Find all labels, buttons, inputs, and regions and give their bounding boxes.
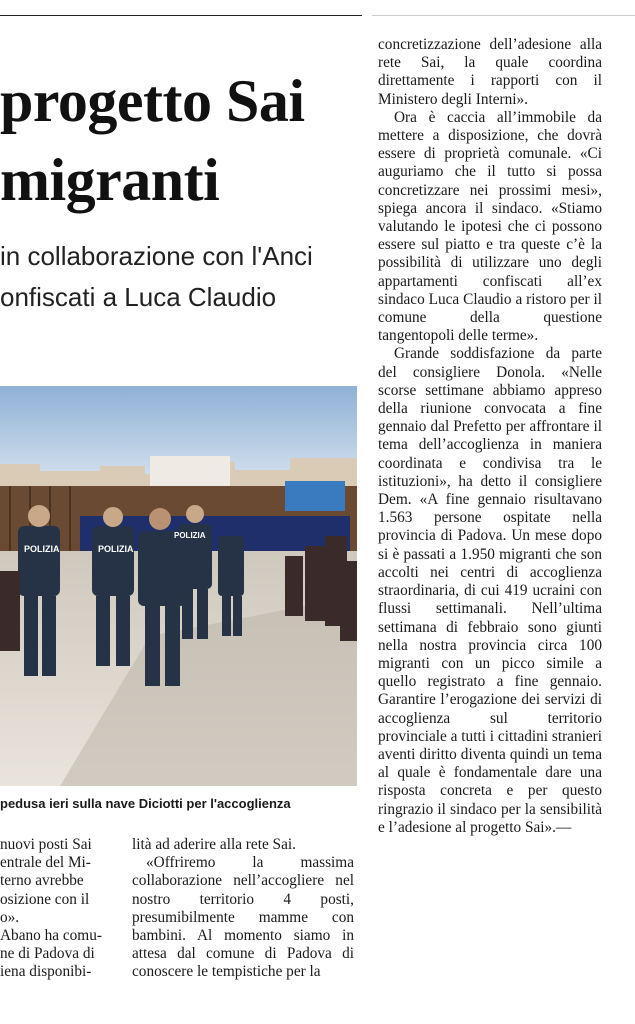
article-column-right <box>378 36 602 837</box>
text-line: iena disponibi- <box>0 963 92 981</box>
text-line: ne di Padova di <box>0 945 95 963</box>
subheadline-line-1: in collaborazione con l'Anci <box>0 241 313 271</box>
police-label-1: POLIZIA <box>24 544 60 554</box>
text-line: osizione con il <box>0 890 90 908</box>
text-line: o». <box>0 908 20 926</box>
paragraph: lità ad aderire alla rete Sai. <box>132 836 296 853</box>
top-rule-right <box>372 15 635 16</box>
paragraph: «Offriremo la massima collaborazione nell’accogliere nel nostro territorio 4 posti, presumibilmente mamme con bambini. Al momento siamo in attesa dal comune di Padova di conoscere le tempistiche per la <box>132 854 354 981</box>
text-line: Abano ha comu- <box>0 927 102 945</box>
article-column-middle <box>132 836 354 982</box>
police-label-3: POLIZIA <box>174 531 206 540</box>
subheadline-line-2: onfiscati a Luca Claudio <box>0 282 277 312</box>
top-rule <box>0 15 362 16</box>
headline-line-2: migranti <box>0 147 220 213</box>
photo-caption: pedusa ieri sulla nave Diciotti per l'accoglienza <box>0 796 291 811</box>
police-label-2: POLIZIA <box>98 544 134 554</box>
headline-line-1: progetto Sai <box>0 68 305 134</box>
text-line: entrale del Mi- <box>0 854 91 872</box>
text-line: nuovi posti Sai <box>0 836 92 853</box>
paragraph: concretizzazione dell’adesione alla rete Sai, la quale coordina direttamente i rapporti con il Ministero degli Interni». <box>378 36 602 108</box>
news-photo <box>0 386 357 786</box>
article-column-left <box>0 836 116 982</box>
paragraph: Grande soddisfazione da parte del consigliere Donola. «Nelle scorse settimane abbiamo appreso della riunione convocata a fine gennaio dal Prefetto per affrontare il tema dell’accoglienza in maniera coordinata e condivisa tra le istituzioni», ha detto il consigliere Dem. «A fine gennaio risultavano 1.563 persone ospitate nella provincia di Padova. Un mese dopo si è passati a 1.950 migranti che son accolti nei centri di accoglienza straordinaria, di cui 419 ucraini con flussi settimanali. Nell’ultima settimana di febbraio sono giunti nella nostra provincia circa 100 migranti con un picco simile a quello registrato a fine gennaio. Garantire l’erogazione dei servizi di accoglienza sul territorio provinciale a tutti i cittadini stranieri aventi diritto diventa quindi un tema al quale è fondamentale dare una risposta concreta e per questo ringrazio il sindaco per la sensibilità e l’adesione al progetto Sai».— <box>378 345 602 836</box>
paragraph: Ora è caccia all’immobile da mettere a disposizione, che dovrà essere di proprietà comunale. «Ci auguriamo che il tutto si possa concretizzare nei prossimi mesi», spiega ancora il sindaco. «Stiamo valutando le ipotesi che ci possono essere sul piatto e tra queste c’è la possibilità di utilizzare uno degli appartamenti confiscati all’ex sindaco Luca Claudio a ristoro per il comune della questione tangentopoli delle terme». <box>378 108 602 345</box>
text-line: terno avrebbe <box>0 872 84 890</box>
